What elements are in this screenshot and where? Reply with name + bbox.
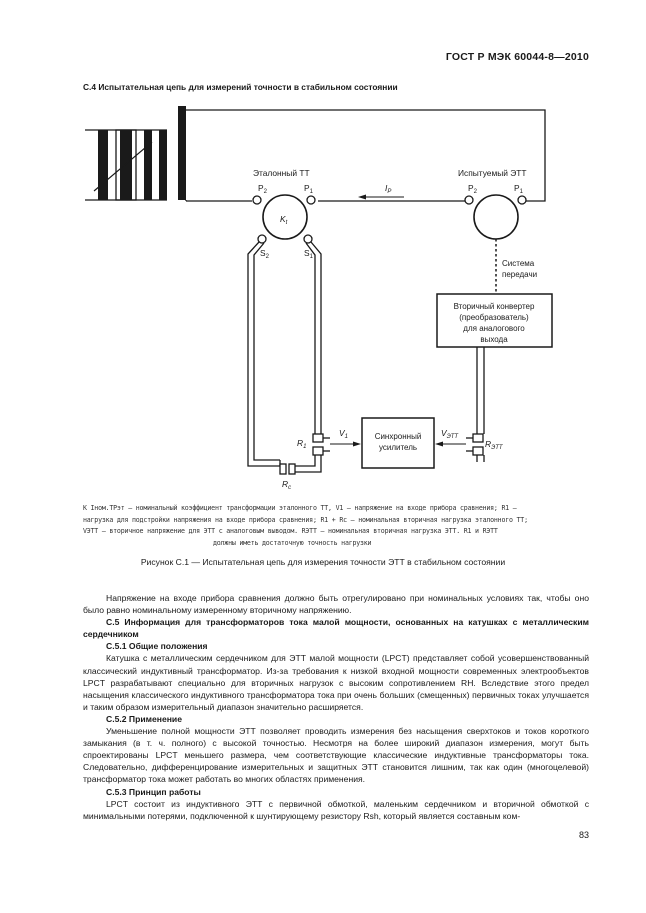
svg-text:Kt: $K_t$ bbox=[280, 214, 288, 226]
svg-text:V1: $V_1$ bbox=[339, 428, 348, 440]
reference-tt-label: Эталонный ТТ bbox=[253, 168, 310, 178]
legend-line: нагрузка для подстройки напряжения на входе прибора сравнения; R1 + Rc — номинальная вторичная нагрузка эталонного ТТ; bbox=[83, 515, 528, 524]
ref-p1-label: P bbox=[304, 183, 310, 193]
svg-text:S2: $S_2$ bbox=[260, 248, 269, 260]
figure-caption: Рисунок С.1 — Испытательная цепь для измерения точности ЭТТ в стабильном состоянии bbox=[140, 557, 506, 567]
section-heading-c5: С.5 Информация для трансформаторов тока малой мощности, основанных на катушках с металлическим сердечником bbox=[83, 617, 589, 640]
body-text bbox=[83, 592, 589, 822]
svg-text:P1: $P_1$ bbox=[514, 183, 523, 195]
svg-text:Rc: $R_c$ bbox=[282, 479, 292, 491]
converter-label-1: Вторичный конвертер bbox=[453, 302, 535, 311]
legend-line: VЭТТ — вторичное напряжение для ЭТТ с аналоговым выводом. RЭТТ — номинальная вторичная нагрузка ЭТТ. R1 и RЭТТ bbox=[83, 527, 498, 536]
vett-label: V bbox=[441, 428, 447, 438]
page-number: 83 bbox=[578, 830, 589, 840]
converter-label-4: выхода bbox=[480, 335, 508, 344]
svg-text:IP: $I_P$ bbox=[385, 183, 392, 195]
svg-text:P1: $P_1$ bbox=[304, 183, 313, 195]
svg-text:RЭТТ: $R_{ЭТТ}$ bbox=[485, 439, 503, 451]
svg-text:P2: $P_2$ bbox=[468, 183, 477, 195]
rc-label: R bbox=[282, 479, 289, 489]
r1-label: R bbox=[297, 438, 304, 448]
system-transfer-label-1: Система bbox=[502, 259, 535, 268]
kt-label: K bbox=[280, 214, 286, 224]
tested-ett-label: Испытуемый ЭТТ bbox=[458, 168, 527, 178]
svg-text:S1: $S_1$ bbox=[304, 248, 313, 260]
system-transfer-label-2: передачи bbox=[502, 270, 538, 279]
svg-text:VЭТТ: $V_{ЭТТ}$ bbox=[441, 428, 459, 440]
v1-label: V bbox=[339, 428, 345, 438]
section-heading-c51: С.5.1 Общие положения bbox=[106, 641, 208, 652]
section-heading-c53: С.5.3 Принцип работы bbox=[106, 786, 201, 797]
standard-header: ГОСТ Р МЭК 60044-8—2010 bbox=[445, 51, 589, 63]
converter-label-3: для аналогового bbox=[463, 324, 525, 333]
sync-amp-label-2: усилитель bbox=[378, 443, 418, 452]
section-heading-c52: С.5.2 Применение bbox=[106, 713, 182, 724]
sync-amp-label-1: Синхронный bbox=[374, 432, 422, 441]
rett-label: R bbox=[485, 439, 492, 449]
converter-label-2: (преобразователь) bbox=[459, 313, 529, 322]
primary-current-label: I bbox=[385, 183, 388, 193]
figure-legend bbox=[83, 503, 589, 550]
ett-p1-label: P bbox=[514, 183, 520, 193]
legend-line: должны иметь достаточную точность нагрузки bbox=[213, 539, 372, 548]
paragraph: Уменьшение полной мощности ЭТТ позволяет проводить измерения без насыщения сверхтоков и токов короткого замыкания (в т. ч. полного) с высокой точностью. Несмотря на более широкий диапазон измерения, могут быть спроектированы LPCT меньшего размера, чем соответствующие классические индуктивные трансформаторы тока. Следовательно, дифференцирование измерительных и защитных ЭТТ становится лишним, так как один (многоцелевой) трансформатор тока может работать во многих областях применения. bbox=[83, 726, 589, 785]
ref-p2-label: P bbox=[258, 183, 264, 193]
paragraph: Напряжение на входе прибора сравнения должно быть отрегулировано при номинальных условиях так, чтобы оно было равно номинальному измеренному вторичному напряжению. bbox=[83, 593, 589, 616]
ett-p2-label: P bbox=[468, 183, 474, 193]
ref-s2-label: S bbox=[260, 248, 266, 258]
svg-text:R1: $R_1$ bbox=[297, 438, 307, 450]
legend-line: K Iном.ТРэт — номинальный коэффициент трансформации эталонного ТТ, V1 — напряжение на входе прибора сравнения; R1 — bbox=[83, 504, 517, 512]
paragraph: LPCT состоит из индуктивного ЭТТ с первичной обмоткой, маленьким сердечником и вторичной обмоткой с минимальными потерями, подключенной к шунтирующему резистору Rsh, который является составным ком- bbox=[83, 798, 589, 821]
paragraph: Катушка с металлическим сердечником для ЭТТ малой мощности (LPCT) представляет собой усовершенствованный классический индуктивный трансформатор. Из-за требования к низкой входной мощности современных электрообъектов LPCT разрабатывают специально для вторичных нагрузок с высоким сопротивлением RH. Вследствие этого предел насыщения классического индуктивного трансформатора тока при очень больших (смещенных) первичных токах улучшается и таким образом измерительный диапазон значительно расширяется. bbox=[83, 653, 589, 712]
ref-s1-label: S bbox=[304, 248, 310, 258]
section-title: С.4 Испытательная цепь для измерений точности в стабильном состоянии bbox=[83, 82, 398, 92]
svg-text:P2: $P_2$ bbox=[258, 183, 267, 195]
